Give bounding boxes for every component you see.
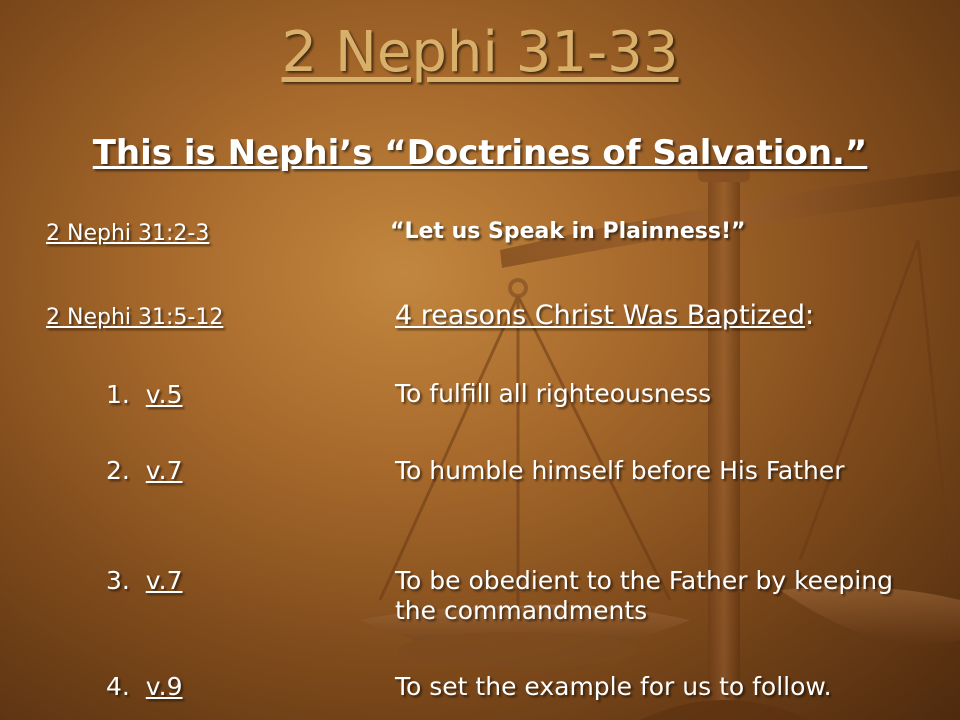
reasons-heading-colon: : bbox=[804, 300, 815, 331]
slide-title[interactable]: 2 Nephi 31-33 bbox=[281, 20, 679, 85]
reason-1-text: To fulfill all righteousness bbox=[395, 379, 712, 408]
scripture-ref-1[interactable]: 2 Nephi 31:2-3 bbox=[46, 221, 210, 246]
reason-4-text: To set the example for us to follow. bbox=[395, 672, 832, 701]
reason-3-number bbox=[106, 566, 182, 595]
scripture-ref-1-text: “Let us Speak in Plainness!” bbox=[390, 219, 746, 244]
reason-2-text: To humble himself before His Father bbox=[395, 456, 845, 485]
reason-1-index: 1. bbox=[106, 380, 130, 409]
reason-3-index: 3. bbox=[106, 566, 130, 595]
reason-2-number bbox=[106, 456, 182, 485]
reason-3-text: To be obedient to the Father by keeping the commandments bbox=[395, 566, 893, 625]
reason-1-verse-link[interactable]: v.5 bbox=[145, 380, 183, 409]
reason-2-verse-link[interactable]: v.7 bbox=[145, 456, 183, 485]
slide-subtitle: This is Nephi’s “Doctrines of Salvation.” bbox=[92, 133, 868, 173]
reason-1-number bbox=[106, 380, 182, 409]
scripture-ref-2-text bbox=[395, 300, 814, 331]
reason-2-index: 2. bbox=[106, 456, 130, 485]
scripture-ref-2[interactable]: 2 Nephi 31:5-12 bbox=[46, 305, 224, 330]
reason-3-verse-link[interactable]: v.7 bbox=[145, 566, 183, 595]
reason-4-index: 4. bbox=[106, 672, 130, 701]
reasons-heading: 4 reasons Christ Was Baptized bbox=[395, 300, 805, 331]
reason-4-number bbox=[106, 672, 182, 701]
reason-4-verse-link[interactable]: v.9 bbox=[145, 672, 183, 701]
